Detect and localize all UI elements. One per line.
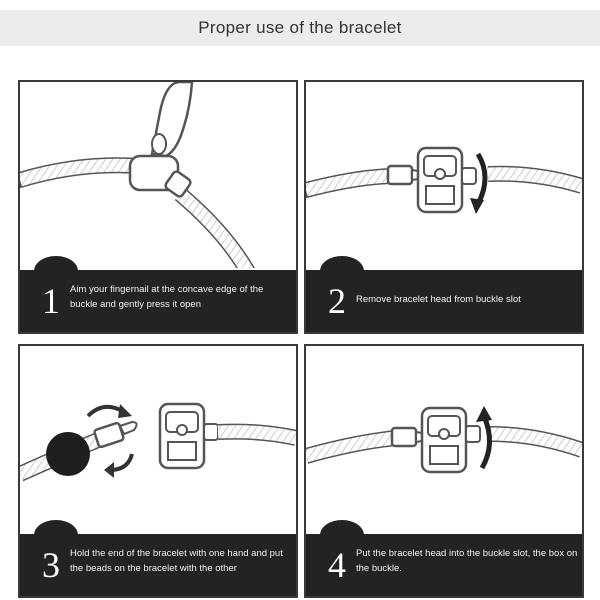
bead [46, 432, 90, 476]
page-title: Proper use of the bracelet [198, 18, 402, 37]
rotate-arrow-icon [478, 154, 485, 204]
step-text-1: Aim your fingernail at the concave edge of the buckle and gently press it open [70, 284, 264, 310]
step-caption-2 [306, 270, 582, 332]
step-panel-2 [304, 80, 584, 334]
buckle-box [160, 404, 218, 468]
buckle-clasp [130, 156, 192, 198]
step-text-3: Hold the end of the bracelet with one hand and put the beads on the bracelet with the other [70, 548, 283, 574]
step-panel-3 [18, 344, 298, 598]
step-4-illustration [306, 346, 582, 532]
step-panel-1 [18, 80, 298, 334]
step-number-4: 4 [328, 545, 346, 585]
step-caption-1 [20, 270, 296, 332]
step-text-2: Remove bracelet head from buckle slot [356, 294, 521, 305]
step-text-4: Put the bracelet head into the buckle slot, the box on the buckle. [356, 548, 578, 574]
step-number-1: 1 [42, 281, 60, 321]
buckle-box [418, 148, 476, 212]
step-panel-4 [304, 344, 584, 598]
bracelet-head [94, 422, 137, 448]
step-number-2: 2 [328, 281, 346, 321]
buckle-box [422, 408, 480, 472]
step-caption-3 [20, 534, 296, 596]
rotate-arrow-icon [482, 416, 490, 468]
step-2-illustration [306, 82, 582, 268]
step-number-3: 3 [42, 545, 60, 585]
step-3-illustration [20, 346, 296, 532]
step-1-illustration [20, 82, 296, 268]
title-bar [0, 10, 600, 46]
step-caption-4 [306, 534, 582, 596]
